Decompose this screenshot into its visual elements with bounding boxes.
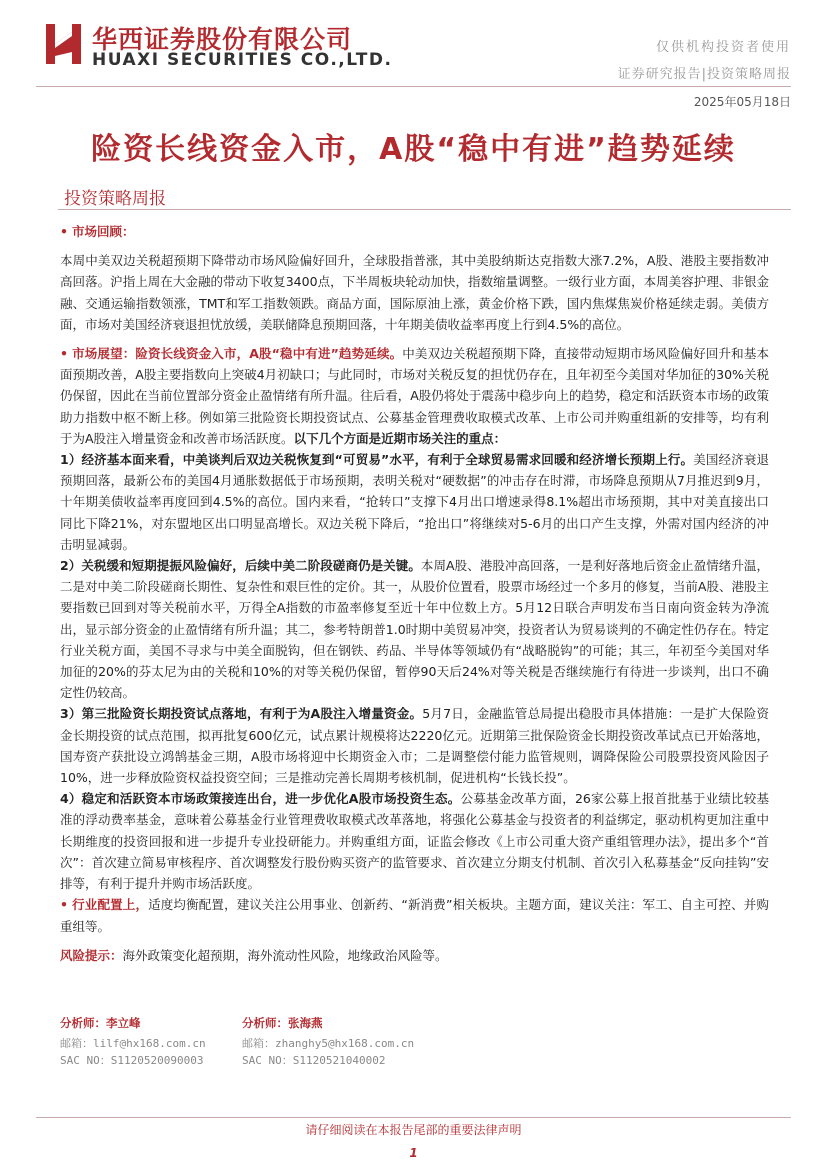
point-3-text: 5月7日，金融监管总局提出稳股市具体措施：一是扩大保险资金长期投资的试点范围，拟再批复600亿元，试点累计规模将达2220亿元。近期第三批保险资金长期投资改革试点已开始落地，国寿资产获批设立鸿鹄基金三期，A股市场将迎中长期资金入市；二是调整偿付能力监管规则，调降保险公司股票投资风险因子10%，进一步释放险资权益投资空间；三是推动完善长周期考核机制，促进机构“长钱长投”。 bbox=[60, 706, 769, 786]
point-1-text: 美国经济衰退预期回落，最新公布的美国4月通胀数据低于市场预期，表明关税对“硬数据”的冲击存在时滞，市场降息预期从7月推迟到9月，十年期美债收益率再度回到4.5%的高位。国内来看，“抢转口”支撑下4月出口增速录得8.1%超出市场预期，其中对美直接出口同比下降21%，对东盟地区出口明显高增长。双边关税下降后，“抢出口”将继续对5-6月的出口产生支撑，外需对国内经济的冲击明显减弱。 bbox=[60, 452, 769, 552]
point-2 bbox=[60, 555, 769, 703]
industry-label: 行业配置上， bbox=[72, 897, 149, 913]
report-title: 险资长线资金入市，A股“稳中有进”趋势延续 bbox=[91, 132, 736, 167]
point-3 bbox=[60, 703, 769, 788]
legal-disclaimer: 请仔细阅读在本报告尾部的重要法律声明 bbox=[305, 1123, 522, 1137]
company-name-cn: 华西证券股份有限公司 bbox=[92, 25, 353, 54]
report-body bbox=[60, 221, 769, 966]
industry-paragraph bbox=[60, 894, 769, 936]
analyst-name: 分析师：李立峰 bbox=[60, 1016, 141, 1030]
point-4-text: 公募基金改革方面，26家公募上报首批基于业绩比较基准的浮动费率基金，意味着公募基金行业管理费收取模式改革落地，将强化公募基金与投资者的利益绑定，驱动机构更加注重中长期维度的投资回报和进一步提升专业投研能力。并购重组方面，证监会修改《上市公司重大资产重组管理办法》，提出多个“首次”：首次建立简易审核程序、首次调整发行股份购买资产的监管要求、首次建立分期支付机制、首次引入私募基金“反向挂钩”安排等，有利于提升并购市场活跃度。 bbox=[60, 791, 769, 892]
risk-text: 海外政策变化超预期，海外流动性风险，地缘政治风险等。 bbox=[122, 947, 448, 963]
market-review-heading bbox=[60, 221, 769, 242]
market-review-label: 市场回顾： bbox=[71, 224, 135, 239]
footer-divider bbox=[36, 1117, 791, 1118]
analyst-sac: SAC NO：S1120520090003 bbox=[60, 1054, 204, 1067]
bullet-icon: • bbox=[60, 346, 68, 362]
bullet-icon: • bbox=[60, 224, 68, 239]
analyst-email: 邮箱：lilf@hx168.com.cn bbox=[60, 1037, 206, 1050]
bullet-icon: • bbox=[60, 897, 68, 913]
point-2-text: 本周A股、港股冲高回落，一是利好落地后资金止盈情绪升温，二是对中美二阶段磋商长期性、复杂性和艰巨性的定价。其一，从股价位置看，股票市场经过一个多月的修复，当前A股、港股主要指数已回到对等关税前水平，万得全A指数的市盈率修复至近十年中位数上方。5月12日联合声明发布当日南向资金转为净流出，显示部分资金的止盈情绪有所升温；其二，参考特朗普1.0时期中美贸易冲突，投资者认为贸易谈判的不确定性仍存在。特定行业关税方面，美国不寻求与中美全面脱钩，但在钢铁、药品、半导体等领域仍有“战略脱钩”的可能；其三，年初至今美国对华加征的20%的芬太尼为由的关税和10%的对等关税仍保留，暂停90天后24%对等关税是否继续施行有待进一步谈判，出口不确定性仍较高。 bbox=[60, 558, 770, 701]
company-name-en: HUAXI SECURITIES CO.,LTD. bbox=[92, 50, 393, 70]
industry-text: 适度均衡配置，建议关注公用事业、创新药、“新消费”相关板块。主题方面，建议关注：军工、自主可控、并购重组等。 bbox=[60, 897, 769, 934]
point-1 bbox=[60, 449, 769, 555]
outlook-label: 市场展望：险资长线资金入市，A股“稳中有进”趋势延续。 bbox=[72, 346, 403, 362]
outlook-paragraph bbox=[60, 343, 769, 449]
analyst-sac: SAC NO：S1120521040002 bbox=[242, 1054, 386, 1067]
report-type: 证券研究报告|投资策略周报 bbox=[617, 67, 791, 82]
point-4 bbox=[60, 788, 769, 894]
report-date: 2025年05月18日 bbox=[693, 95, 791, 109]
point-3-label: 3）第三批险资长期投资试点落地，有利于为A股注入增量资金。 bbox=[60, 706, 423, 722]
analyst-email: 邮箱：zhanghy5@hx168.com.cn bbox=[242, 1037, 415, 1050]
risk-label: 风险提示： bbox=[60, 947, 123, 963]
section-label: 投资策略周报 bbox=[64, 189, 166, 209]
point-4-label: 4）稳定和活跃资本市场政策接连出台，进一步优化A股市场投资生态。 bbox=[60, 791, 461, 807]
page-number: 1 bbox=[409, 1146, 418, 1160]
point-2-label: 2）关税缓和短期提振风险偏好，后续中美二阶段磋商仍是关键。 bbox=[60, 558, 421, 574]
outlook-text: 中美双边关税超预期下降，直接带动短期市场风险偏好回升和基本面预期改善，A股主要指数向上突破4月初缺口；与此同时，市场对关税反复的担忧仍存在，且年初至今美国对华加征的30%关税仍保留，因此在当前位置部分资金止盈情绪有所升温。往后看，A股仍将处于震荡中稳步向上的趋势，稳定和活跃资本市场的政策助力指数中枢不断上移。例如第三批险资长期投资试点、公募基金管理费收取模式改革、上市公司并购重组新的安排等，均有利于为A股注入增量资金和改善市场活跃度。 bbox=[60, 346, 769, 446]
header-divider bbox=[36, 86, 791, 87]
risk-paragraph bbox=[60, 945, 769, 966]
market-review-paragraph: 本周中美双边关税超预期下降带动市场风险偏好回升，全球股指普涨，其中美股纳斯达克指数大涨7.2%，A股、港股主要指数冲高回落。沪指上周在大金融的带动下收复3400点，下半周板块轮动加快，指数缩量调整。一级行业方面，本周美容护理、非银金融、交通运输指数领涨，TMT和军工指数领跌。商品方面，国际原油上涨，黄金价格下跌，国内焦煤焦炭价格延续走弱。美债方面，市场对美国经济衰退担忧放缓，美联储降息预期回落，十年期美债收益率再度上行到4.5%的高位。 bbox=[60, 253, 769, 332]
analyst-name: 分析师：张海燕 bbox=[242, 1016, 323, 1030]
section-divider bbox=[58, 209, 791, 210]
audience-note: 仅供机构投资者使用 bbox=[655, 40, 791, 55]
analyst-card bbox=[242, 1015, 462, 1069]
point-1-label: 1）经济基本面来看，中美谈判后双边关税恢复到“可贸易”水平，有利于全球贸易需求回暖和经济增长预期上行。 bbox=[60, 452, 694, 468]
outlook-tail: 以下几个方面是近期市场关注的重点： bbox=[293, 430, 507, 446]
